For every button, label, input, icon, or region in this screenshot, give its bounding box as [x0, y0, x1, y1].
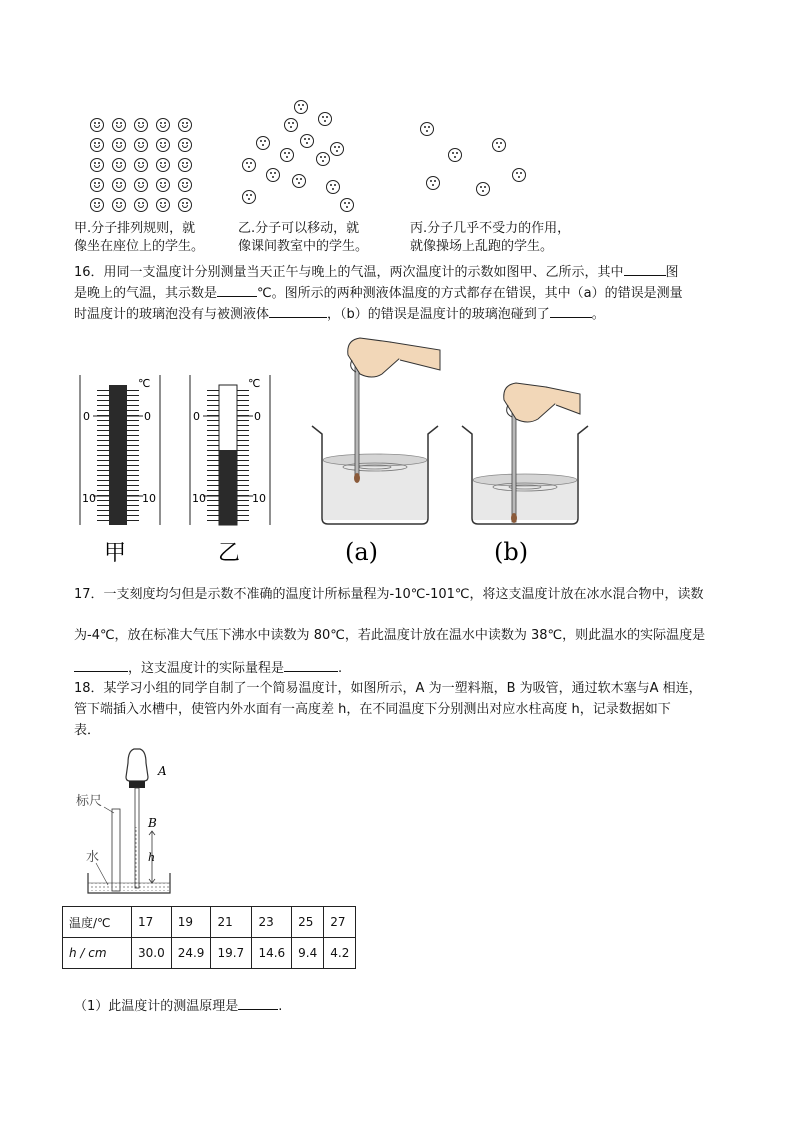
table-cell: 9.4	[292, 938, 324, 969]
q16-text: 16．用同一支温度计分别测量当天正午与晚上的气温，两次温度计的示数如图甲、乙所示，其中	[74, 265, 624, 280]
table-cell: 19	[171, 907, 211, 938]
molecule	[492, 138, 506, 152]
molecule	[178, 118, 192, 132]
question-17-line2: 为-4℃，放在标准大气压下沸水中读数为 80℃，若此温度计放在温水中读数为 38℃，则此温水的实际温度是	[74, 628, 706, 643]
scale-ten-left: 10	[192, 492, 206, 505]
scale-ten-right: 10	[252, 492, 266, 505]
q18-line1: 18．某学习小组的同学自制了一个简易温度计，如图所示，A 为一塑料瓶，B 为吸管，通过软木塞与A 相连，	[74, 681, 702, 696]
q18-line3: 表．	[74, 723, 101, 738]
molecule-scatter-yi	[236, 98, 366, 218]
table-cell: 21	[211, 907, 252, 938]
molecule-scatter-bing	[410, 118, 540, 208]
answer-blank[interactable]	[284, 659, 338, 672]
table-cell: 19.7	[211, 938, 252, 969]
caption-jia: 甲.分子排列规则，就 像坐在座位上的学生。	[74, 221, 205, 254]
molecule	[294, 100, 308, 114]
q18-sub1-text: （1）此温度计的测温原理是	[74, 999, 239, 1014]
molecule	[178, 178, 192, 192]
table-row	[63, 938, 356, 969]
molecule-grid-jia	[90, 118, 200, 218]
table-cell: 24.9	[171, 938, 211, 969]
thermometer-yi	[190, 375, 270, 525]
scale-ten-left: 10	[82, 492, 96, 505]
molecule	[112, 118, 126, 132]
molecule	[90, 118, 104, 132]
table-cell: 4.2	[324, 938, 356, 969]
label-ruler: 标尺	[76, 794, 103, 809]
molecule	[266, 168, 280, 182]
question-18-sub1	[74, 996, 282, 1017]
label-B: B	[148, 816, 157, 830]
q18-line2: 管下端插入水槽中，使管内外水面有一高度差 h，在不同温度下分别测出对应水柱高度 h，记录数据如下	[74, 702, 671, 717]
label-a: (a)	[345, 538, 379, 566]
molecule	[134, 178, 148, 192]
q16-text: 图	[665, 265, 679, 280]
table-header-h: h / cm	[63, 938, 132, 969]
q16-text: ，（b）的错误是温度计的玻璃泡碰到了	[327, 307, 550, 322]
molecule	[112, 138, 126, 152]
label-jia: 甲	[104, 541, 127, 566]
q16-text: 是晚上的气温，其示数是	[74, 286, 218, 301]
molecule	[156, 198, 170, 212]
beaker-b	[462, 383, 588, 566]
answer-blank[interactable]	[74, 659, 128, 672]
answer-blank[interactable]	[550, 305, 592, 318]
molecule	[178, 138, 192, 152]
answer-blank[interactable]	[624, 263, 666, 276]
q16-text: 时温度计的玻璃泡没有与被测液体	[74, 307, 270, 322]
molecule	[134, 118, 148, 132]
molecule	[112, 178, 126, 192]
q17-text: .	[338, 661, 343, 676]
data-table	[62, 906, 356, 969]
molecule	[134, 138, 148, 152]
scale-zero-left: 0	[83, 410, 90, 423]
unit-label: ℃	[248, 377, 261, 390]
molecule	[112, 198, 126, 212]
table-cell: 27	[324, 907, 356, 938]
molecule	[330, 142, 344, 156]
answer-blank[interactable]	[238, 997, 278, 1010]
molecule	[134, 158, 148, 172]
question-17-line3	[74, 658, 342, 679]
thermometer-jia	[80, 375, 160, 525]
answer-blank[interactable]	[269, 305, 327, 318]
molecule	[134, 198, 148, 212]
table-cell: 23	[252, 907, 292, 938]
molecule	[178, 198, 192, 212]
molecule	[284, 118, 298, 132]
molecule	[90, 158, 104, 172]
label-A: A	[158, 764, 167, 778]
molecule	[292, 174, 306, 188]
q16-text: ℃。图所示的两种测液体温度的方式都存在错误，其中（a）的错误是测量	[257, 286, 683, 301]
q17-text: ，这支温度计的实际量程是	[128, 661, 285, 676]
table-cell: 14.6	[252, 938, 292, 969]
question-16	[74, 262, 734, 325]
molecule	[156, 178, 170, 192]
molecule	[426, 176, 440, 190]
molecule	[90, 138, 104, 152]
molecule	[178, 158, 192, 172]
molecule	[156, 158, 170, 172]
molecule	[242, 190, 256, 204]
molecule	[420, 122, 434, 136]
table-cell: 25	[292, 907, 324, 938]
molecule	[340, 198, 354, 212]
caption-bing: 丙.分子几乎不受力的作用， 就像操场上乱跑的学生。	[410, 221, 571, 254]
molecule	[476, 182, 490, 196]
molecule	[318, 112, 332, 126]
apparatus-figure	[74, 745, 184, 905]
unit-label: ℃	[138, 377, 151, 390]
label-b: (b)	[494, 538, 529, 566]
molecule	[326, 180, 340, 194]
scale-zero-right: 0	[254, 410, 261, 423]
q18-sub1-end: .	[278, 999, 283, 1014]
answer-blank[interactable]	[217, 284, 257, 297]
molecule	[90, 178, 104, 192]
scale-ten-right: 10	[142, 492, 156, 505]
table-header-temp: 温度/℃	[63, 907, 132, 938]
question-18	[74, 678, 734, 741]
label-water: 水	[86, 850, 100, 865]
thermometer-figure	[60, 330, 620, 570]
molecule	[256, 136, 270, 150]
molecule	[512, 168, 526, 182]
molecule	[316, 152, 330, 166]
molecule	[280, 148, 294, 162]
molecule	[242, 158, 256, 172]
scale-zero-right: 0	[144, 410, 151, 423]
scale-zero-left: 0	[193, 410, 200, 423]
table-row	[63, 907, 356, 938]
label-h: h	[148, 851, 156, 864]
molecule	[112, 158, 126, 172]
q16-text: 。	[591, 307, 605, 322]
caption-yi: 乙.分子可以移动，就 像课间教室中的学生。	[238, 221, 369, 254]
table-cell: 17	[132, 907, 172, 938]
molecule	[90, 198, 104, 212]
molecule	[156, 138, 170, 152]
molecule	[448, 148, 462, 162]
molecule	[300, 134, 314, 148]
beaker-a	[312, 338, 440, 566]
table-cell: 30.0	[132, 938, 172, 969]
molecule	[156, 118, 170, 132]
question-17-line1: 17．一支刻度均匀但是示数不准确的温度计所标量程为-10℃-101℃，将这支温度计放在冰水混合物中，读数	[74, 587, 704, 602]
label-yi: 乙	[218, 541, 241, 566]
